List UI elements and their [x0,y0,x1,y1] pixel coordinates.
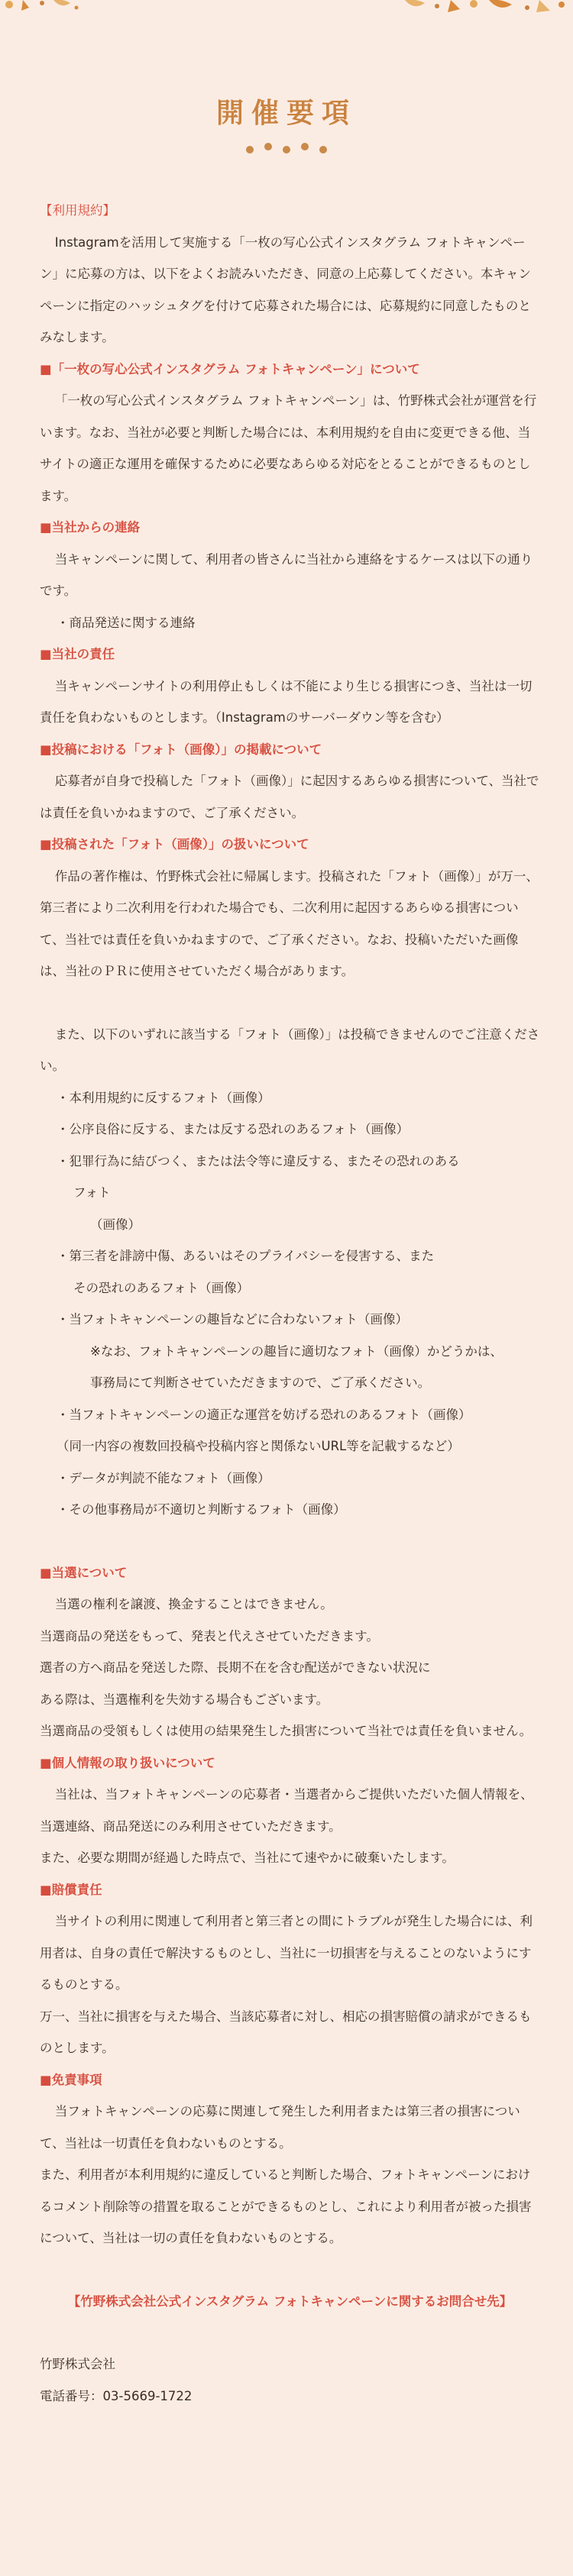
handling-heading: ■投稿された「フォト（画像）」の扱いについて [40,837,309,852]
prohibited-item: ・データが判読不能なフォト（画像） [57,1470,270,1485]
privacy-paragraph: 当社は、当フォトキャンペーンの応募者・当選者からご提供いただいた個人情報を、当選連絡、商品発送にのみ利用させていただきます。 [40,1787,533,1834]
autumn-leaves-decoration-left [0,0,107,23]
spacer [40,1526,540,1557]
contact-item: ・商品発送に関する連絡 [57,615,196,630]
disclaimer-paragraph: 当フォトキャンペーンの応募に関連して発生した利用者または第三者の損害について、当社は一切責任を負わないものとする。 [40,2104,520,2151]
winning-heading: ■当選について [40,1565,128,1580]
prohibited-item-continued: （画像） [90,1217,141,1232]
about-paragraph: 「一枚の写心公式インスタグラム フォトキャンペーン」は、竹野株式会社が運営を行います。なお、当社が必要と判断した場合には、本利用規約を自由に変更できる他、当サイトの適正な運用を確保するために必要なあらゆる対応をとることができるものとします。 [40,393,537,503]
posting-heading: ■投稿における「フォト（画像）」の掲載について [40,742,322,757]
compensation-paragraph: 万一、当社に損害を与えた場合、当該応募者に対し、相応の損害賠償の請求ができるものとします。 [40,2009,532,2055]
spacer [40,2317,540,2348]
compensation-heading: ■賠償責任 [40,1882,102,1897]
prohibited-item: ・公序良俗に反する、または反する恐れのあるフォト（画像） [57,1122,410,1136]
winning-line: 当選の権利を譲渡、換金することはできません。 [54,1597,333,1611]
posting-paragraph: 応募者が自身で投稿した「フォト（画像）」に起因するあらゆる損害について、当社では責任を負いかねますので、ご了承ください。 [40,774,539,820]
disclaimer-heading: ■免責事項 [40,2072,102,2087]
title-dots-ornament [0,144,573,155]
company-name: 竹野株式会社 [40,2357,115,2371]
prohibited-item: ・当フォトキャンペーンの適正な運営を妨げる恐れのあるフォト（画像） [57,1407,471,1422]
phone-number: 電話番号：03-5669-1722 [40,2388,193,2403]
ornament-dot [301,143,309,150]
compensation-paragraph: 当サイトの利用に関連して利用者と第三者との間にトラブルが発生した場合には、利用者は、自身の責任で解決するものとし、当社に一切損害を与えることのないようにするものとする。 [40,1914,533,1992]
page-header [0,92,573,155]
contact-paragraph: 当キャンペーンに関して、利用者の皆さんに当社から連絡をするケースは以下の通りです。 [40,551,533,598]
terms-content [40,195,540,2412]
handling-paragraph: 作品の著作権は、竹野株式会社に帰属します。投稿された「フォト（画像）」が万一、第三者により二次利用を行われた場合でも、二次利用に起因するあらゆる損害について、当社では責任を負いかねますので、ご了承ください。なお、投稿いただいた画像は、当社のＰＲに使用させていただく場合があります。 [40,868,539,978]
prohibited-note: （同一内容の複数回投稿や投稿内容と関係ないURL等を記載するなど） [57,1439,460,1453]
spacer [40,987,540,1019]
page-title: 開催要項 [215,98,357,129]
ornament-dot [264,143,272,150]
liability-heading: ■当社の責任 [40,647,115,661]
prohibited-item: ・当フォトキャンペーンの趣旨などに合わないフォト（画像） [57,1312,409,1327]
prohibited-note: 事務局にて判断させていただきますので、ご了承ください。 [90,1375,431,1390]
prohibited-item: ・第三者を誹謗中傷、あるいはそのプライバシーを侵害する、また [57,1249,435,1263]
liability-paragraph: 当キャンペーンサイトの利用停止もしくは不能により生じる損害につき、当社は一切責任を負わないものとします。（Instagramのサーバーダウン等を含む） [40,678,533,725]
autumn-leaves-decoration-right [397,0,573,23]
disclaimer-paragraph: また、利用者が本利用規約に違反していると判断した場合、フォトキャンペーンにおけるコメント削除等の措置を取ることができるものとし、これにより利用者が被った損害について、当社は一切の責任を負わないものとする。 [40,2167,532,2245]
prohibited-item-continued: フォト [73,1185,111,1200]
ornament-dot [283,146,290,154]
winning-line: ある際は、当選権利を失効する場合もございます。 [40,1692,329,1707]
prohibited-item-continued: その恐れのあるフォト（画像） [73,1280,250,1295]
ornament-dot [246,146,254,154]
winning-line: 選者の方へ商品を発送した際、長期不在を含む配送ができない状況に [40,1660,431,1675]
about-heading: ■「一枚の写心公式インスタグラム フォトキャンペーン」について [40,361,420,377]
terms-paragraph: Instagramを活用して実施する「一枚の写心公式インスタグラム フォトキャンペーン」に応募の方は、以下をよくお読みいただき、同意の上応募してください。本キャンペーンに指定のハッシュタグを付けて応募された場合には、応募規約に同意したものとみなします。 [40,234,531,344]
spacer [40,2254,540,2286]
prohibited-intro: また、以下のいずれに該当する「フォト（画像）」は投稿できませんのでご注意ください。 [40,1026,540,1073]
ornament-dot [319,146,327,154]
privacy-paragraph: また、必要な期間が経過した時点で、当社にて速やかに破棄いたします。 [40,1850,455,1865]
inquiry-title: 【竹野株式会社公式インスタグラム フォトキャンペーンに関するお問合せ先】 [67,2293,513,2309]
prohibited-note: ※なお、フォトキャンペーンの趣旨に適切なフォト（画像）かどうかは、 [90,1343,503,1359]
prohibited-item: ・犯罪行為に結びつく、または法令等に違反する、またその恐れのある [57,1153,460,1168]
prohibited-item: ・その他事務局が不適切と判断するフォト（画像） [57,1502,346,1517]
winning-line: 当選商品の受領もしくは使用の結果発生した損害について当社では責任を負いません。 [40,1724,533,1738]
terms-heading: 【利用規約】 [40,203,115,218]
privacy-heading: ■個人情報の取り扱いについて [40,1755,215,1770]
winning-line: 当選商品の発送をもって、発表と代えさせていただきます。 [40,1628,379,1644]
prohibited-item: ・本利用規約に反するフォト（画像） [57,1090,270,1105]
contact-heading: ■当社からの連絡 [40,520,141,535]
